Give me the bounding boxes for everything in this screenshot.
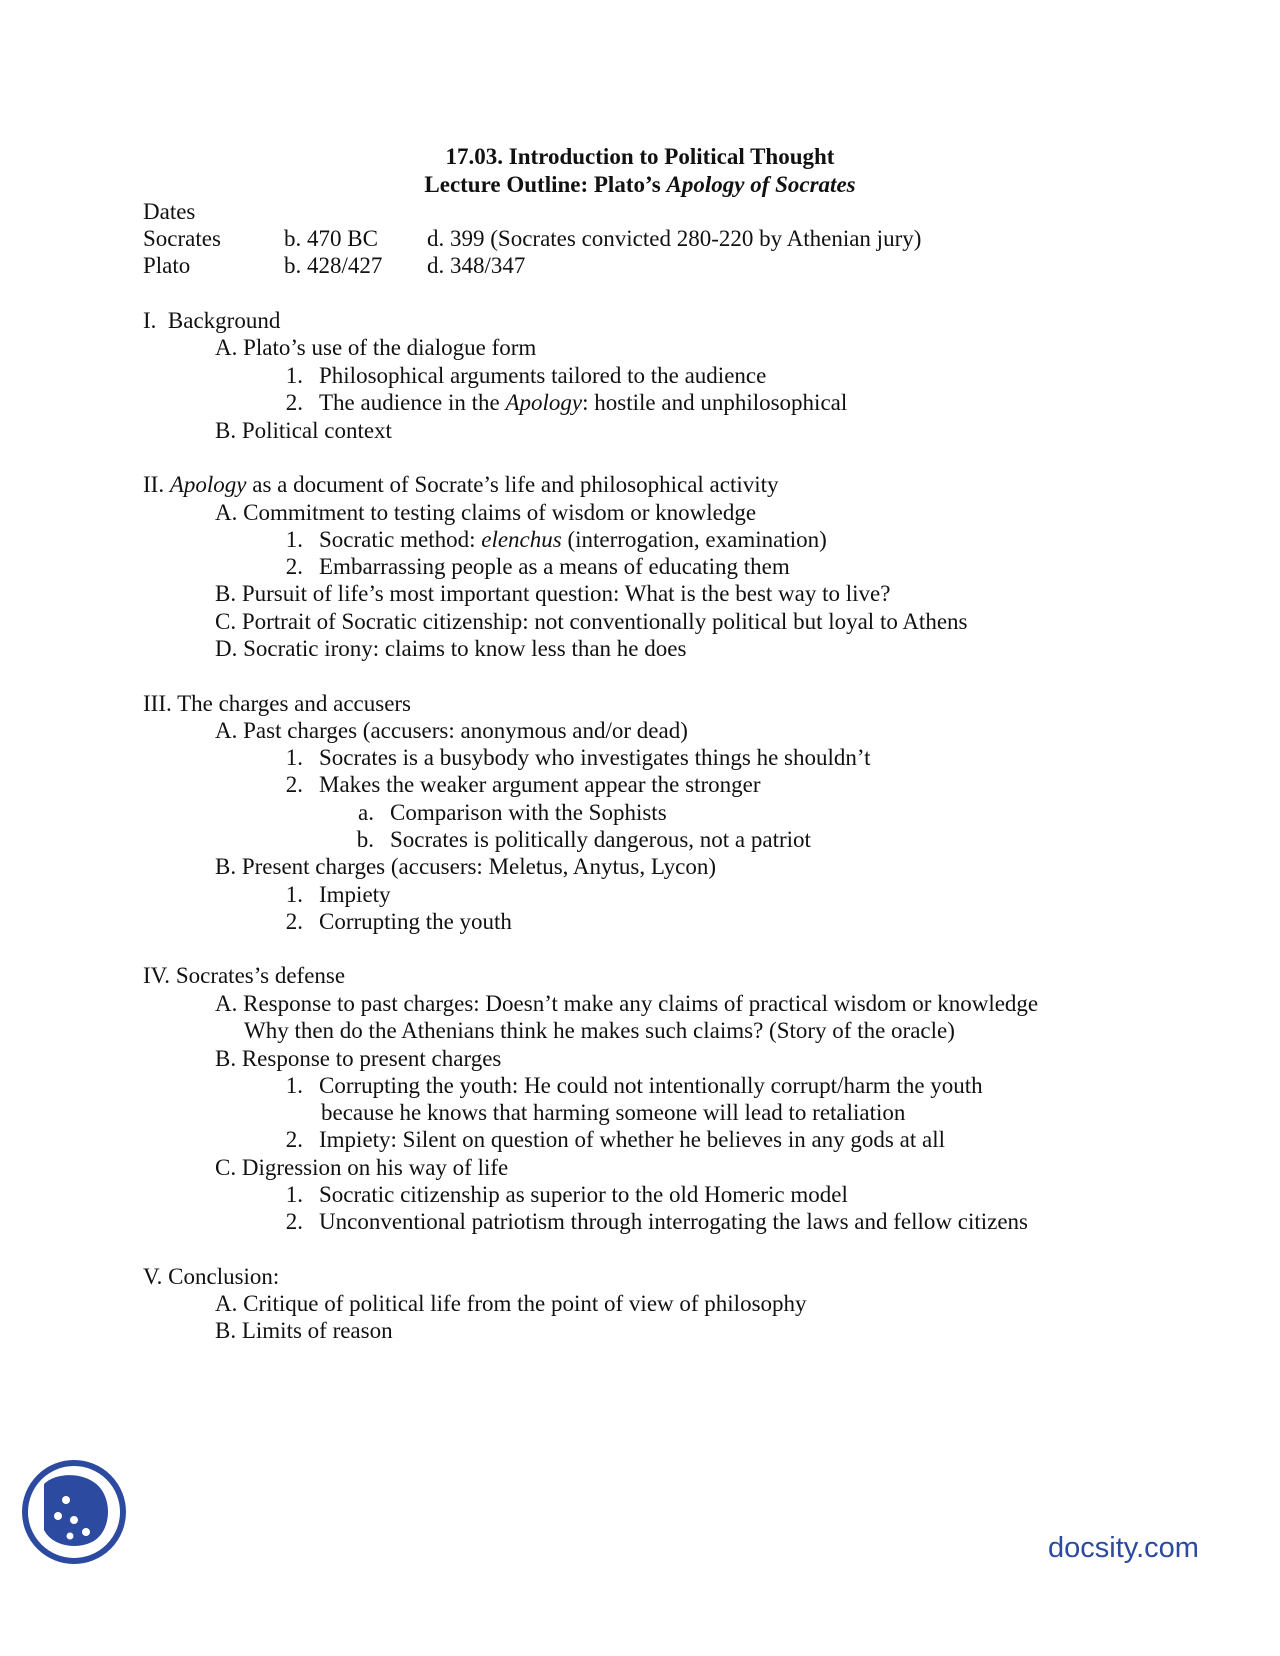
item-label: Pursuit of life’s most important question: What is the best way to live? xyxy=(241,581,891,606)
item-marker: A. xyxy=(215,335,238,360)
item-marker: 2. xyxy=(285,909,303,934)
section-label: as a document of Socrate’s life and philosophical activity xyxy=(246,472,779,497)
item-label: Corrupting the youth: He could not intentionally corrupt/harm the youth xyxy=(319,1073,983,1098)
item-label: Unconventional patriotism through interrogating the laws and fellow citizens xyxy=(319,1209,1028,1234)
date-name: Socrates xyxy=(143,226,221,251)
item-marker: a. xyxy=(358,800,374,825)
outline-item xyxy=(215,1317,393,1345)
item-marker: A. xyxy=(215,500,238,525)
section-heading xyxy=(143,962,345,990)
outline-item xyxy=(215,608,967,636)
outline-subsubitem xyxy=(338,826,811,854)
section-label-italic: Apology xyxy=(169,472,247,497)
item-text-italic: elenchus xyxy=(481,527,562,552)
outline-subitem xyxy=(267,1072,983,1100)
section-label: Conclusion: xyxy=(168,1264,280,1289)
item-marker: 1. xyxy=(285,1182,303,1207)
item-marker: D. xyxy=(215,636,238,661)
outline-item xyxy=(215,334,536,362)
item-marker: 2. xyxy=(285,1127,303,1152)
outline-item-continuation: Why then do the Athenians think he makes such claims? (Story of the oracle) xyxy=(244,1018,955,1043)
outline-item xyxy=(215,580,890,608)
outline-item xyxy=(215,853,716,881)
outline-item xyxy=(215,417,392,445)
item-label: Portrait of Socratic citizenship: not conventionally political but loyal to Athens xyxy=(241,609,968,634)
date-died: d. 348/347 xyxy=(427,253,526,278)
outline-subitem xyxy=(267,389,847,417)
item-label: Present charges (accusers: Meletus, Anytus, Lycon) xyxy=(241,854,716,879)
section-number: V. xyxy=(143,1264,163,1289)
item-label: Response to present charges xyxy=(241,1046,502,1071)
item-label: Embarrassing people as a means of educating them xyxy=(319,554,790,579)
outline-subitem xyxy=(267,771,761,799)
outline-subitem xyxy=(267,553,790,581)
item-label: Socratic irony: claims to know less than he does xyxy=(243,636,687,661)
date-row-plato xyxy=(143,252,1043,280)
docsity-logo-icon[interactable] xyxy=(22,1460,126,1564)
item-marker: 1. xyxy=(285,1073,303,1098)
section-number: III. xyxy=(143,691,172,716)
item-marker: b. xyxy=(356,827,374,852)
date-born: b. 470 BC xyxy=(284,226,378,251)
outline-item xyxy=(215,1154,508,1182)
section-number: II. xyxy=(143,472,165,497)
item-marker: B. xyxy=(215,581,237,606)
outline-subsubitem xyxy=(338,799,667,827)
item-label: Corrupting the youth xyxy=(319,909,512,934)
section-label: Background xyxy=(167,308,281,333)
outline-item xyxy=(215,717,688,745)
item-text-pre: Socratic method: xyxy=(319,527,482,552)
item-marker: 2. xyxy=(285,554,303,579)
date-row-socrates xyxy=(143,225,1043,253)
section-number: IV. xyxy=(143,963,171,988)
outline-subitem xyxy=(267,1126,945,1154)
subtitle-italic: Apology of Socrates xyxy=(666,172,856,197)
item-label: Socrates is a busybody who investigates things he shouldn’t xyxy=(319,745,871,770)
item-marker: C. xyxy=(215,1155,237,1180)
outline-subitem xyxy=(267,744,871,772)
section-heading xyxy=(143,471,779,499)
item-label: Political context xyxy=(241,418,392,443)
document-title: 17.03. Introduction to Political Thought xyxy=(445,144,835,169)
outline-item xyxy=(215,499,756,527)
item-marker: 1. xyxy=(285,745,303,770)
docsity-brand-link[interactable]: docsity.com xyxy=(1048,1532,1199,1564)
outline-item xyxy=(215,1045,501,1073)
item-text-post: : hostile and unphilosophical xyxy=(582,390,848,415)
item-marker: C. xyxy=(215,609,237,634)
section-label: The charges and accusers xyxy=(177,691,412,716)
item-label: Response to past charges: Doesn’t make any claims of practical wisdom or knowledge xyxy=(243,991,1039,1016)
item-label: Makes the weaker argument appear the stronger xyxy=(319,772,761,797)
item-label: Socrates is politically dangerous, not a patriot xyxy=(390,827,811,852)
item-text-post: (interrogation, examination) xyxy=(561,527,827,552)
item-label xyxy=(319,390,847,415)
outline-subitem xyxy=(267,362,766,390)
item-label: Critique of political life from the point of view of philosophy xyxy=(243,1291,807,1316)
item-label: Socratic citizenship as superior to the old Homeric model xyxy=(319,1182,848,1207)
document-subtitle xyxy=(0,171,1280,199)
section-heading xyxy=(143,1263,279,1291)
item-marker: B. xyxy=(215,1318,237,1343)
date-born: b. 428/427 xyxy=(284,253,383,278)
date-died: d. 399 (Socrates convicted 280-220 by Athenian jury) xyxy=(427,226,922,251)
outline-subitem xyxy=(267,526,827,554)
item-marker: A. xyxy=(215,1291,238,1316)
outline-subitem xyxy=(267,881,391,909)
item-marker: 2. xyxy=(285,1209,303,1234)
item-marker: 1. xyxy=(285,363,303,388)
item-marker: 1. xyxy=(285,882,303,907)
item-label: Limits of reason xyxy=(241,1318,393,1343)
outline-subitem xyxy=(267,908,512,936)
item-marker: B. xyxy=(215,1046,237,1071)
dates-heading: Dates xyxy=(143,199,196,224)
item-label: Past charges (accusers: anonymous and/or dead) xyxy=(243,718,688,743)
item-label: Impiety xyxy=(319,882,391,907)
outline-item xyxy=(215,635,686,663)
item-text-pre: The audience in the xyxy=(319,390,506,415)
item-label: Comparison with the Sophists xyxy=(390,800,667,825)
date-name: Plato xyxy=(143,253,191,278)
item-label xyxy=(319,527,827,552)
outline-subitem xyxy=(267,1181,848,1209)
outline-item xyxy=(215,990,1038,1018)
item-marker: B. xyxy=(215,418,237,443)
item-label: Plato’s use of the dialogue form xyxy=(243,335,537,360)
section-heading xyxy=(143,307,280,335)
item-marker: A. xyxy=(215,718,238,743)
item-label: Digression on his way of life xyxy=(241,1155,509,1180)
item-marker: 2. xyxy=(285,772,303,797)
section-label: Socrates’s defense xyxy=(175,963,346,988)
outline-subitem xyxy=(267,1208,1028,1236)
item-text-italic: Apology xyxy=(505,390,583,415)
outline-item xyxy=(215,1290,807,1318)
item-marker: A. xyxy=(215,991,238,1016)
item-label: Philosophical arguments tailored to the audience xyxy=(319,363,767,388)
item-marker: 1. xyxy=(285,527,303,552)
item-label: Commitment to testing claims of wisdom or knowledge xyxy=(243,500,757,525)
subtitle-prefix: Lecture Outline: Plato’s xyxy=(424,172,667,197)
item-marker: 2. xyxy=(285,390,303,415)
outline-item-continuation: because he knows that harming someone will lead to retaliation xyxy=(321,1100,906,1125)
section-heading xyxy=(143,690,411,718)
item-label: Impiety: Silent on question of whether he believes in any gods at all xyxy=(319,1127,945,1152)
section-number: I. xyxy=(143,308,157,333)
logo-mark xyxy=(28,1466,120,1558)
item-marker: B. xyxy=(215,854,237,879)
